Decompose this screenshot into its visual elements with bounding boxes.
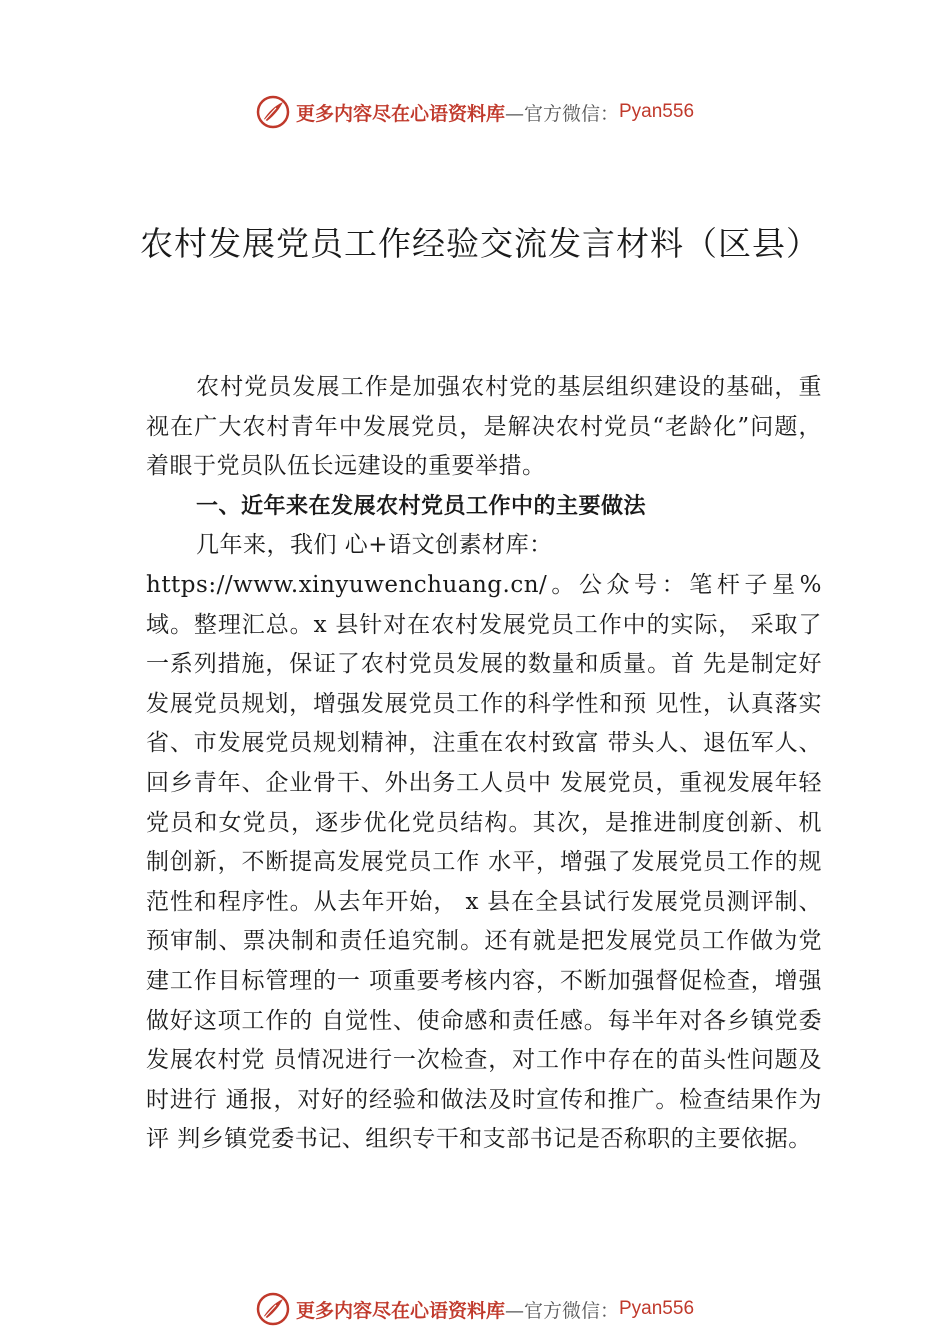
section-first-line: 几年来，我们 心+语文创素材库： [196, 532, 553, 559]
quill-pen-logo-icon [256, 1292, 290, 1326]
banner-wechat-label: —官方微信： [504, 1299, 619, 1322]
header-watermark-banner [0, 92, 950, 132]
banner-library-name: 更多内容尽在心语资料库 [295, 102, 505, 125]
banner-wechat-id: Pyan556 [619, 1298, 695, 1319]
banner-wechat-id: Pyan556 [619, 101, 695, 122]
section-heading: 一、近年来在发展农村党员工作中的主要做法 [196, 493, 647, 519]
footer-watermark-banner [0, 1289, 950, 1329]
section-body-paragraph: https://www.xinyuwenchuang.cn/。公众号：笔杆子星%域。整理汇总。x 县针对在农村发展党员工作中的实际， 采取了一系列措施，保证了农村党员发展的数量和质量。首 先是制定好发展党员规划，增强发展党员工作的科学性和预 见性，认真落实省、市发展党员规划精神，注重在农村致富 带头人、退伍军人、回乡青年、企业骨干、外出务工人员中 发展党员，重视发展年轻党员和女党员，逐步优化党员结构。其次，是推进制度创新、机制创新，不断提高发展党员工作 水平，增强了发展党员工作的规范性和程序性。从去年开始， x 县在全县试行发展党员测评制、预审制、票决制和责任追究制。还有就是把发展党员工作做为党建工作目标管理的一 项重要考核内容，不断加强督促检查，增强做好这项工作的 自觉性、使命感和责任感。每半年对各乡镇党委发展农村党 员情况进行一次检查，对工作中存在的苗头性问题及时进行 通报，对好的经验和做法及时宣传和推广。检查结果作为评 判乡镇党委书记、组织专干和支部书记是否称职的主要依据。 [146, 571, 822, 1153]
document-title: 农村发展党员工作经验交流发言材料（区县） [140, 224, 820, 264]
quill-pen-logo-icon [256, 95, 290, 129]
intro-paragraph: 农村党员发展工作是加强农村党的基层组织建设的基础，重视在广大农村青年中发展党员，是解决农村党员“老龄化”问题，着眼于党员队伍长远建设的重要举措。 [146, 374, 822, 480]
banner-library-name: 更多内容尽在心语资料库 [295, 1299, 505, 1322]
banner-wechat-label: —官方微信： [504, 102, 619, 125]
document-body [146, 368, 822, 1160]
